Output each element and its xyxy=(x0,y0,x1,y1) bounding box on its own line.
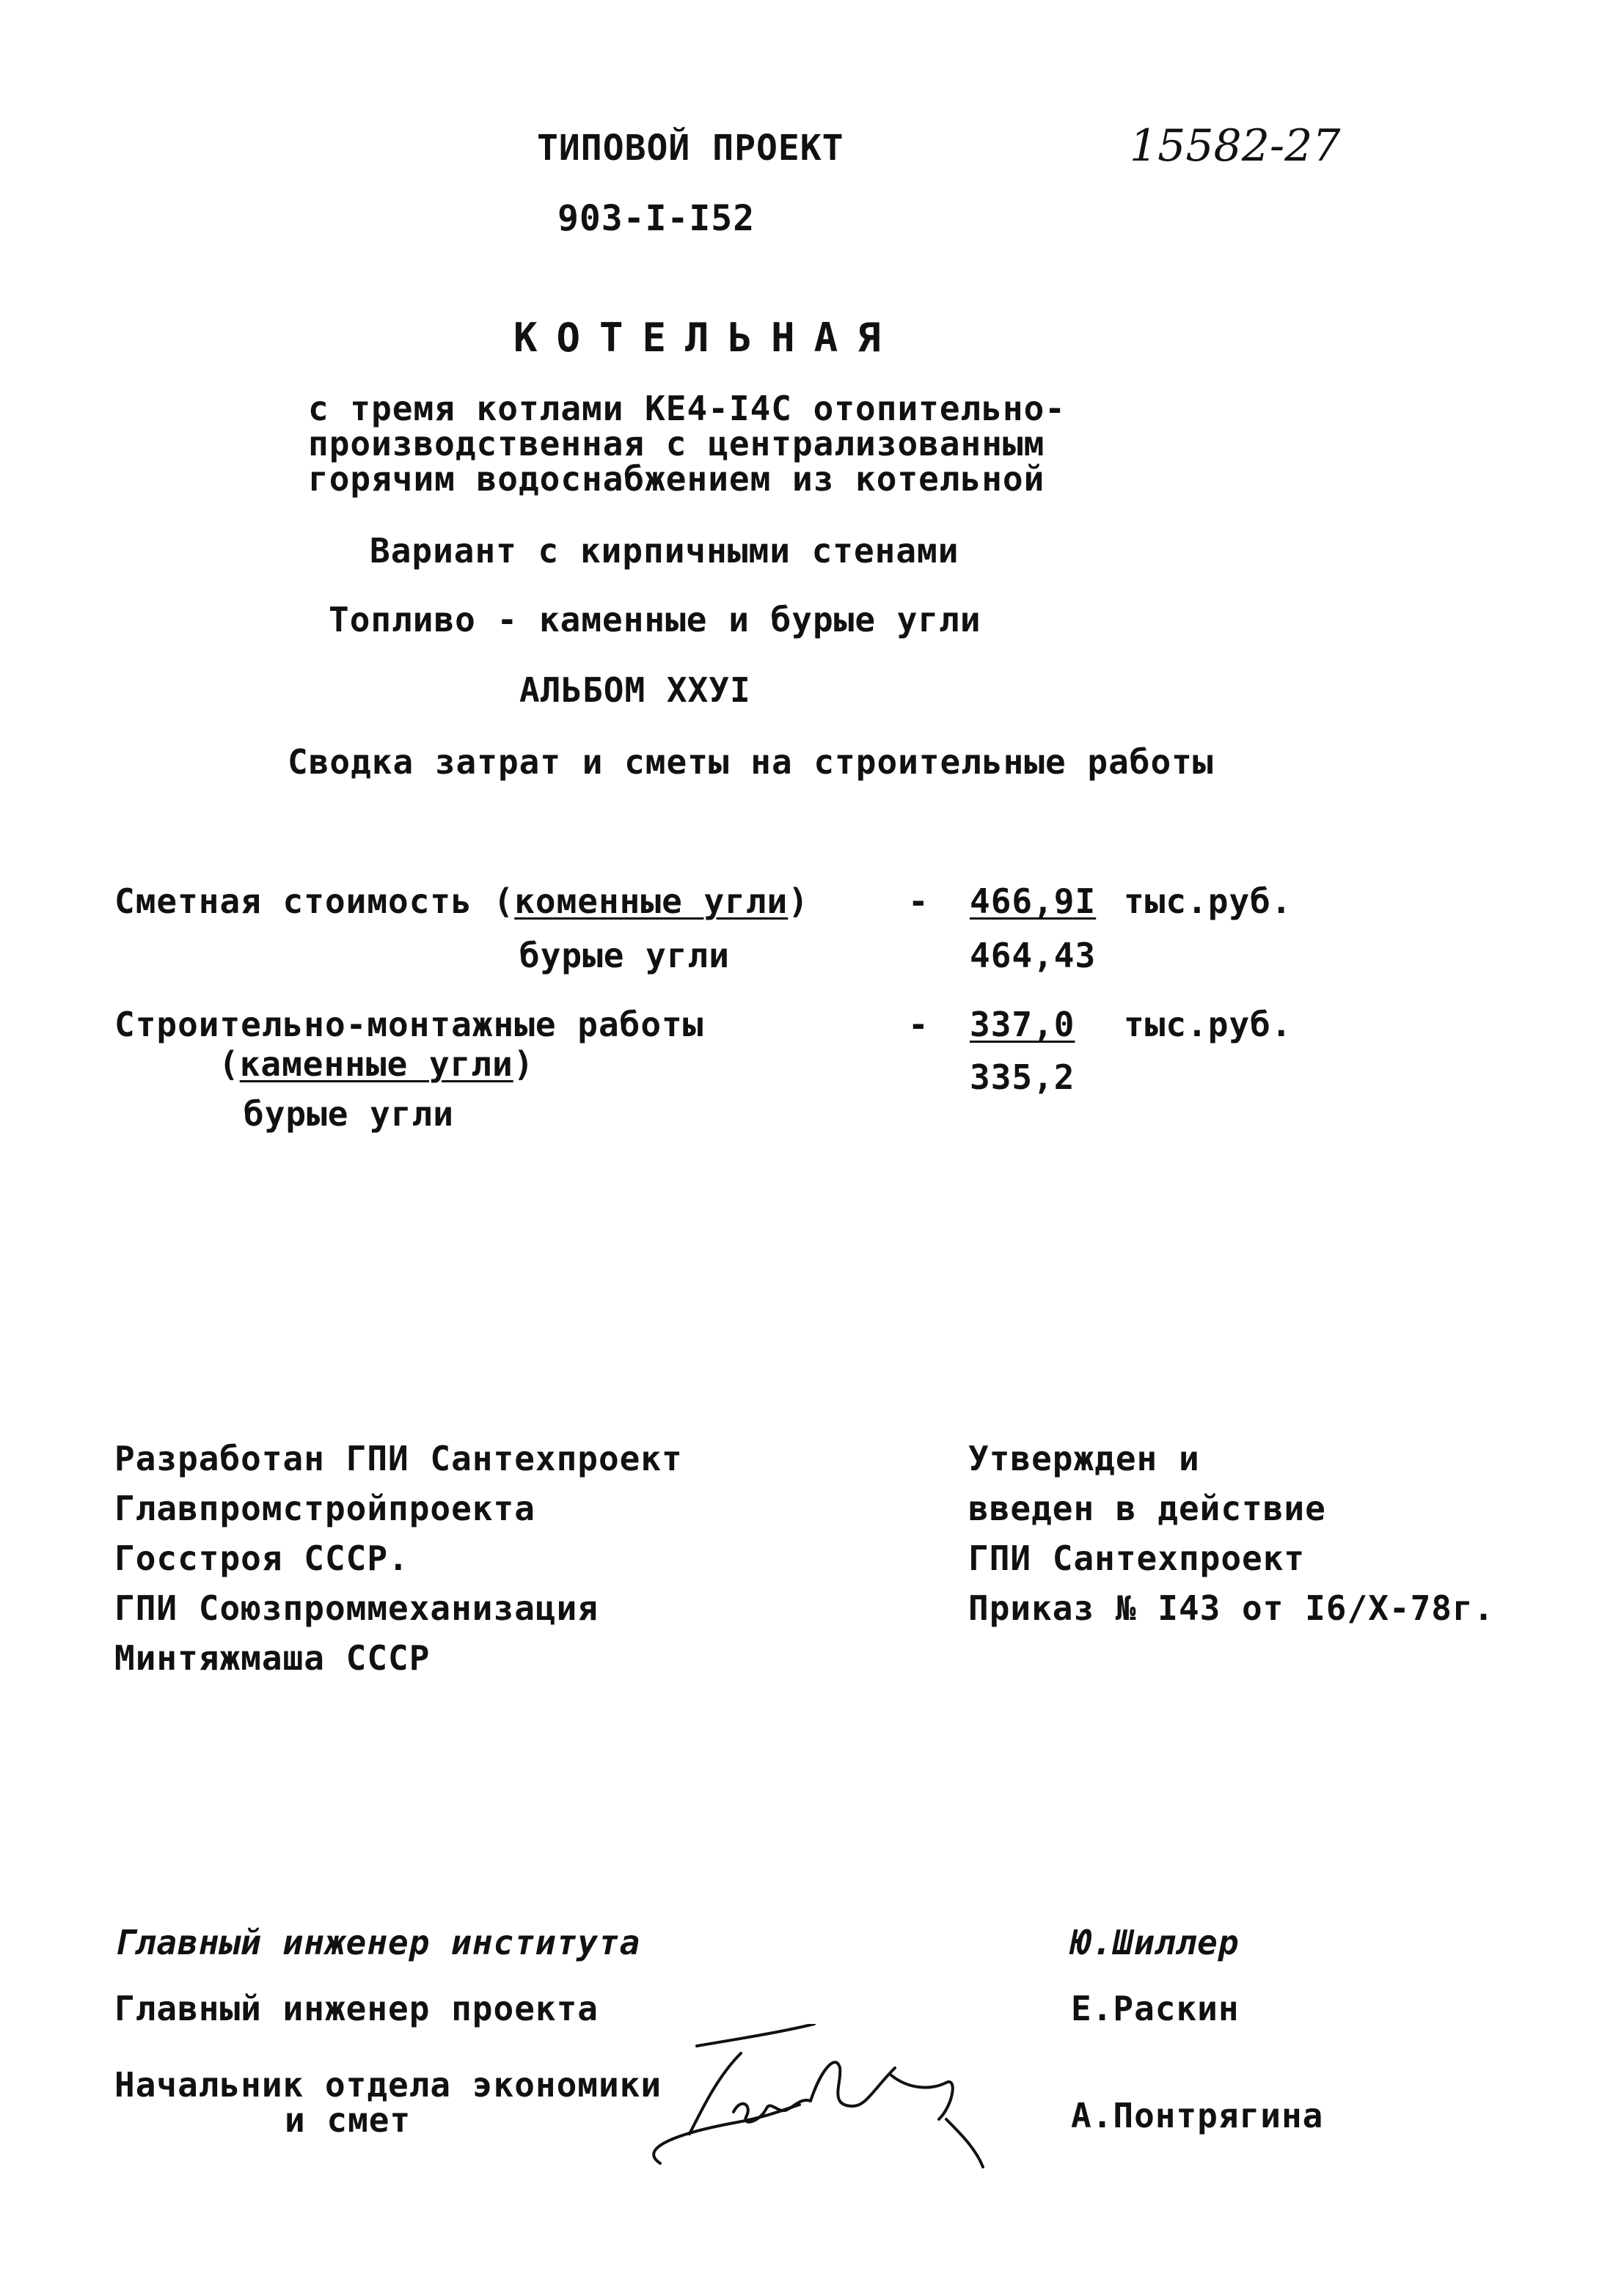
estimate-unit: тыс.руб. xyxy=(1124,881,1292,921)
name-chief-engineer-institute: Ю.Шиллер xyxy=(1071,1923,1240,1962)
works-dash: - xyxy=(908,1005,929,1044)
estimate-brown-coal: бурые угли xyxy=(519,936,730,975)
approved-line-3: ГПИ Сантехпроект xyxy=(968,1538,1306,1578)
developed-line-3: Госстроя СССР. xyxy=(114,1538,409,1578)
role-head-economics-line-1: Начальник отдела экономики xyxy=(114,2065,662,2105)
title-description-line-1: с тремя котлами КЕ4-I4С отопительно- xyxy=(308,389,1066,428)
works-hard-coal-line xyxy=(219,1044,535,1084)
developed-line-4: ГПИ Союзпроммеханизация xyxy=(114,1588,599,1628)
name-chief-engineer-project: Е.Раскин xyxy=(1071,1989,1240,2028)
works-close-paren: ) xyxy=(513,1044,535,1084)
role-head-economics-line-2: и смет xyxy=(285,2100,412,2140)
works-label: Строительно-монтажные работы xyxy=(114,1005,704,1044)
document-number: 15582-27 xyxy=(1130,120,1341,172)
project-type: ТИПОВОЙ ПРОЕКТ xyxy=(537,128,844,169)
fuel-line: Топливо - каменные и бурые угли xyxy=(329,600,981,639)
estimate-value-brown-coal: 464,43 xyxy=(970,936,1097,975)
estimate-cost-label xyxy=(114,881,809,921)
estimate-dash: - xyxy=(908,881,929,921)
works-brown-coal: бурые угли xyxy=(244,1094,454,1134)
handwritten-signature xyxy=(631,2024,1012,2171)
title-description-line-2: производственная с централизованным xyxy=(308,424,1045,463)
approved-line-2: введен в действие xyxy=(968,1489,1326,1528)
role-chief-engineer-project: Главный инженер проекта xyxy=(114,1989,599,2028)
name-head-economics: А.Понтрягина xyxy=(1071,2096,1324,2135)
developed-line-5: Минтяжмаша СССР xyxy=(114,1638,431,1678)
project-code: 903-I-I52 xyxy=(557,198,756,239)
estimate-hard-coal: коменные угли xyxy=(514,881,789,921)
variant-line: Вариант с кирпичными стенами xyxy=(370,531,959,571)
estimate-close-paren: ) xyxy=(788,881,809,921)
title-description-line-3: горячим водоснабжением из котельной xyxy=(308,459,1045,499)
works-hard-coal: каменные угли xyxy=(239,1044,513,1084)
developed-line-1: Разработан ГПИ Сантехпроект xyxy=(114,1439,683,1478)
subject-line: Сводка затрат и сметы на строительные работы xyxy=(288,742,1214,782)
approved-line-4: Приказ № I43 от I6/X-78г. xyxy=(968,1588,1495,1628)
main-title: КОТЕЛЬНАЯ xyxy=(513,315,900,361)
works-value-hard-coal: 337,0 xyxy=(970,1005,1075,1044)
estimate-value-hard-coal: 466,9I xyxy=(970,881,1097,921)
estimate-cost-text: Сметная стоимость ( xyxy=(114,881,515,921)
album-line: АЛЬБОМ XXУI xyxy=(519,670,751,710)
developed-line-2: Главпромстройпроекта xyxy=(114,1489,535,1528)
works-open-paren: ( xyxy=(219,1044,240,1084)
works-value-brown-coal: 335,2 xyxy=(970,1057,1075,1097)
works-unit: тыс.руб. xyxy=(1124,1005,1292,1044)
role-chief-engineer-institute: Главный инженер института xyxy=(114,1923,641,1962)
approved-line-1: Утвержден и xyxy=(968,1439,1200,1478)
